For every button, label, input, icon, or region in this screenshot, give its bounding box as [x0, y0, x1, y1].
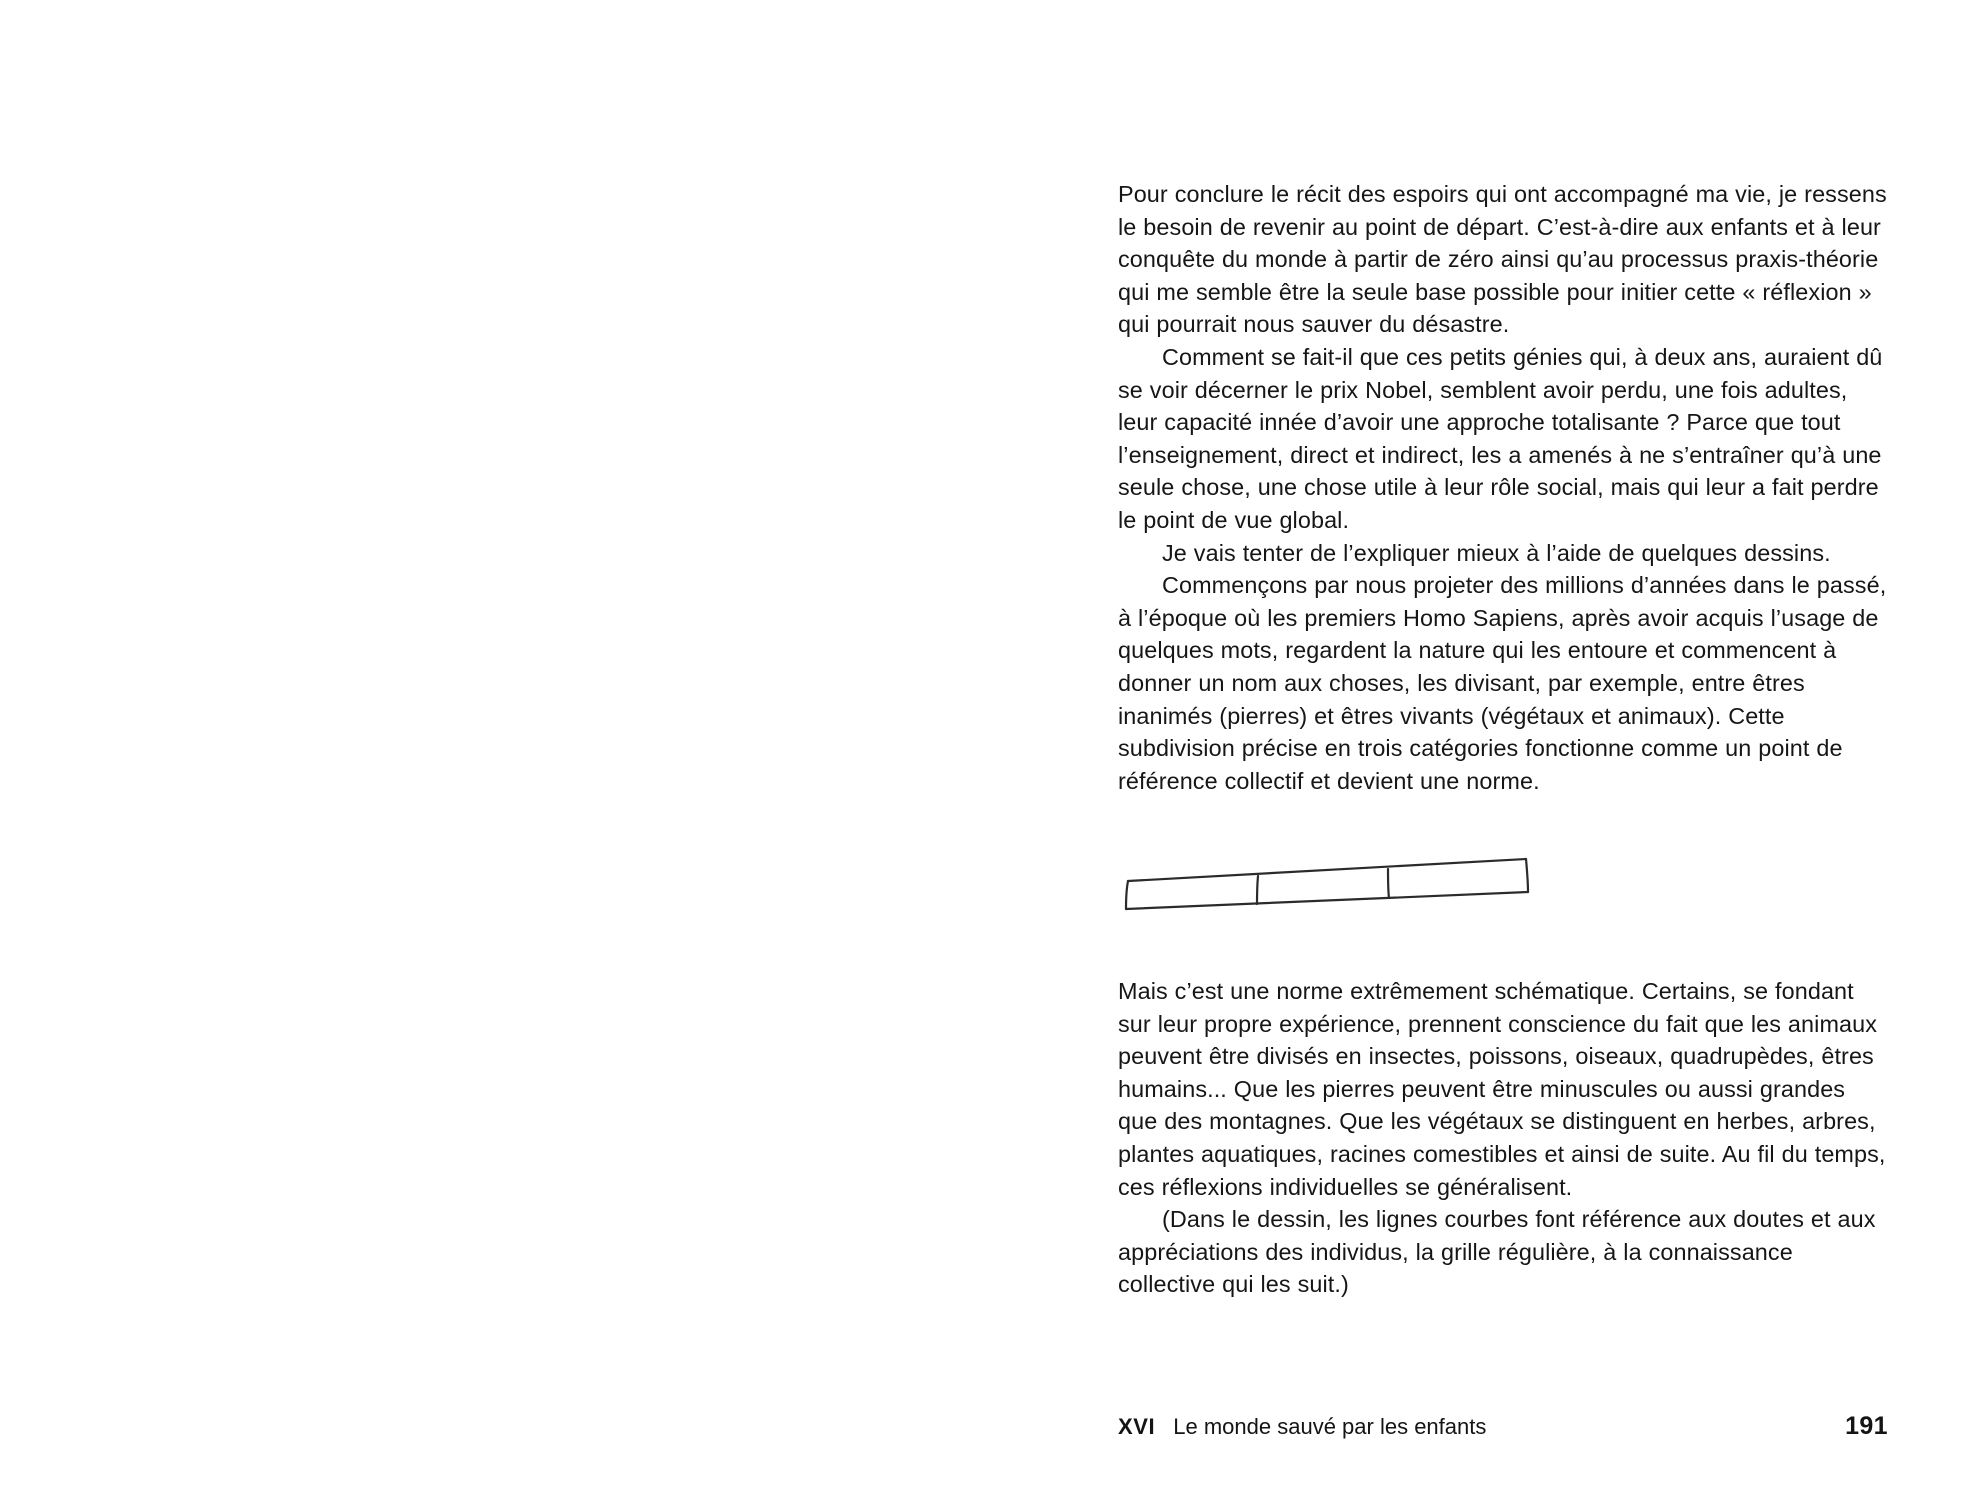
secondary-text-column — [1118, 975, 1888, 1301]
hand-drawn-band-icon — [1118, 845, 1588, 955]
paragraph-5: Mais c’est une norme extrêmement schématique. Certains, se fondant sur leur propre expérience, prennent conscience du fait que les animaux peuvent être divisés en insectes, poissons, oiseaux, quadrupèdes, êtres humains... Que les pierres peuvent être minuscules ou aussi grandes que des montagnes. Que les végétaux se distinguent en herbes, arbres, plantes aquatiques, racines comestibles et ainsi de suite. Au fil du temps, ces réflexions individuelles se généralisent. — [1118, 978, 1886, 1200]
page-footer — [1118, 1412, 1888, 1441]
chapter-number: XVI — [1118, 1414, 1156, 1439]
main-text-column — [1118, 178, 1888, 797]
paragraph-2: Comment se fait-il que ces petits génies qui, à deux ans, auraient dû se voir décerner le prix Nobel, semblent avoir perdu, une fois adultes, leur capacité innée d’avoir une approche totalisante ? Parce que tout l’enseignement, direct et indirect, les a amenés à ne s’entraîner qu’à une seule chose, une chose utile à leur rôle social, mais qui leur a fait perdre le point de vue global. — [1118, 343, 1883, 533]
paragraph-6: (Dans le dessin, les lignes courbes font référence aux doutes et aux appréciations des individus, la grille régulière, à la connaissance collective qui les suit.) — [1118, 1206, 1876, 1298]
chapter-title: Le monde sauvé par les enfants — [1173, 1414, 1487, 1439]
paragraph-3: Je vais tenter de l’expliquer mieux à l’aide de quelques dessins. — [1162, 539, 1831, 566]
paragraph-1: Pour conclure le récit des espoirs qui ont accompagné ma vie, je ressens le besoin de revenir au point de départ. C’est-à-dire aux enfants et à leur conquête du monde à partir de zéro ainsi qu’au processus praxis-théorie qui me semble être la seule base possible pour initier cette « réflexion » qui pourrait nous sauver du désastre. — [1118, 181, 1887, 338]
paragraph-4: Commençons par nous projeter des millions d’années dans le passé, à l’époque où les premiers Homo Sapiens, après avoir acquis l’usage de quelques mots, regardent la nature qui les entoure et commencent à donner un nom aux choses, les divisant, par exemple, entre êtres inanimés (pierres) et êtres vivants (végétaux et animaux). Cette subdivision précise en trois catégories fonctionne comme un point de référence collectif et devient une norme. — [1118, 572, 1887, 794]
page-number: 191 — [1845, 1412, 1888, 1440]
figure-hand-drawn-band — [1118, 845, 1888, 955]
footer-chapter — [1118, 1414, 1486, 1440]
